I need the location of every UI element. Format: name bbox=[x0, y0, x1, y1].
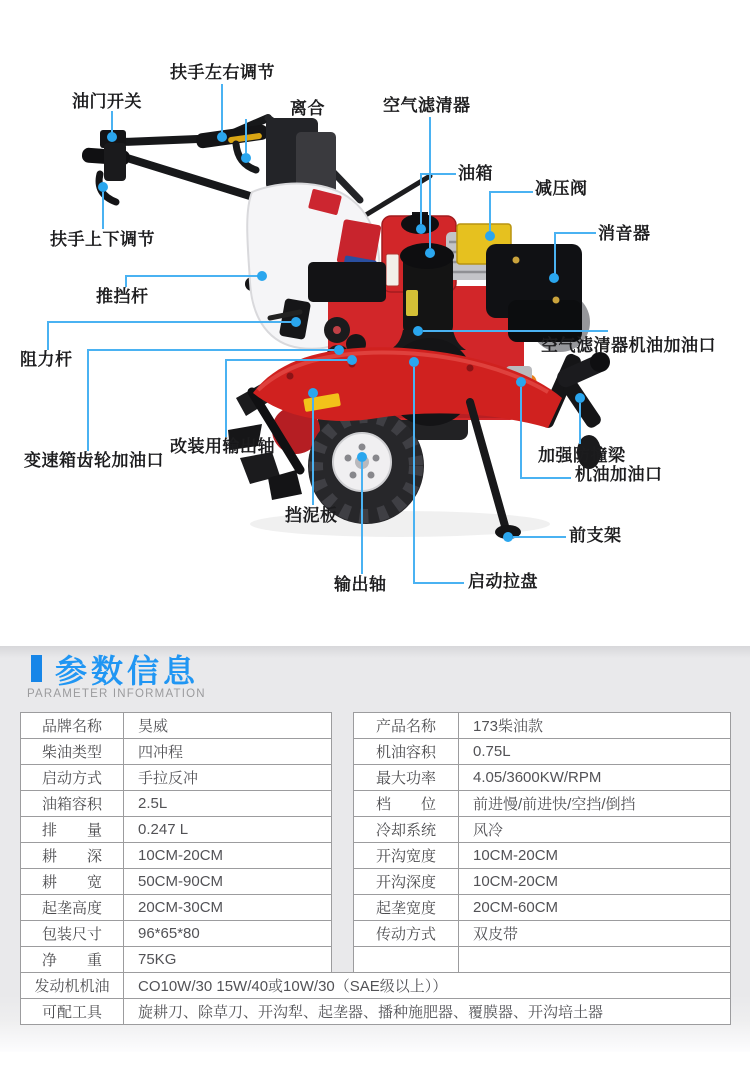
callout-label-air-filter: 空气滤清器 bbox=[383, 96, 471, 115]
spec-label: 耕 宽 bbox=[21, 869, 124, 895]
spec-value: 旋耕刀、除草刀、开沟犁、起垄器、播种施肥器、覆膜器、开沟培土器 bbox=[124, 999, 731, 1025]
spec-value: 75KG bbox=[124, 947, 332, 973]
spec-value: 手拉反冲 bbox=[124, 765, 332, 791]
spec-label: 档 位 bbox=[354, 791, 459, 817]
spec-value: 173柴油款 bbox=[459, 713, 731, 739]
spec-label: 净 重 bbox=[21, 947, 124, 973]
spec-label: 柴油类型 bbox=[21, 739, 124, 765]
callout-dot-handle-ud bbox=[98, 182, 108, 192]
table-row bbox=[21, 921, 332, 947]
spec-value: 0.75L bbox=[459, 739, 731, 765]
callout-dot-starter bbox=[409, 357, 419, 367]
spec-label: 可配工具 bbox=[21, 999, 124, 1025]
callout-label-push-rod: 推挡杆 bbox=[96, 287, 149, 306]
spec-value: 96*65*80 bbox=[124, 921, 332, 947]
callout-label-engine-oil: 机油加油口 bbox=[575, 465, 663, 484]
spec-label: 排 量 bbox=[21, 817, 124, 843]
spec-table-full bbox=[20, 972, 731, 1025]
spec-label: 品牌名称 bbox=[21, 713, 124, 739]
spec-label: 发动机机油 bbox=[21, 973, 124, 999]
callout-label-resist-rod: 阻力杆 bbox=[20, 350, 73, 369]
callout-dot-air-filter bbox=[425, 248, 435, 258]
spec-label: 传动方式 bbox=[354, 921, 459, 947]
callout-label-mod-output: 改装用输出轴 bbox=[170, 437, 275, 456]
callout-dot-push-rod bbox=[257, 271, 267, 281]
callout-dot-muffler bbox=[549, 273, 559, 283]
spec-value: 四冲程 bbox=[124, 739, 332, 765]
spec-label: 机油容积 bbox=[354, 739, 459, 765]
table-row bbox=[21, 843, 332, 869]
spec-label: 最大功率 bbox=[354, 765, 459, 791]
callout-dot-fender bbox=[308, 388, 318, 398]
callout-dot-output-shaft bbox=[357, 452, 367, 462]
accent-bar bbox=[31, 655, 42, 682]
table-row bbox=[21, 895, 332, 921]
spec-label bbox=[354, 947, 459, 973]
table-row bbox=[354, 739, 731, 765]
callout-label-handle-ud: 扶手上下调节 bbox=[50, 230, 155, 249]
callout-dot-front-bracket bbox=[503, 532, 513, 542]
params-subtitle: PARAMETER INFORMATION bbox=[27, 688, 206, 700]
callout-label-fuel-tank: 油箱 bbox=[458, 164, 493, 183]
table-row bbox=[354, 817, 731, 843]
spec-value: 50CM-90CM bbox=[124, 869, 332, 895]
callout-dot-airfilter-oil bbox=[413, 326, 423, 336]
spec-value: 10CM-20CM bbox=[459, 843, 731, 869]
table-row bbox=[354, 713, 731, 739]
callout-label-anti-collision: 加强防撞梁 bbox=[538, 446, 626, 465]
table-row bbox=[21, 713, 332, 739]
callout-label-fender: 挡泥板 bbox=[285, 506, 338, 525]
spec-label: 耕 深 bbox=[21, 843, 124, 869]
params-title: 参数信息 bbox=[55, 653, 200, 689]
table-row bbox=[21, 869, 332, 895]
spec-value: 10CM-20CM bbox=[459, 869, 731, 895]
callout-label-clutch: 离合 bbox=[290, 99, 325, 118]
spec-label: 包装尺寸 bbox=[21, 921, 124, 947]
spec-value: 10CM-20CM bbox=[124, 843, 332, 869]
callout-label-relief-valve: 减压阀 bbox=[535, 179, 588, 198]
table-row bbox=[21, 947, 332, 973]
table-row bbox=[21, 999, 731, 1025]
spec-value: CO10W/30 15W/40或10W/30（SAE级以上）） bbox=[124, 973, 731, 999]
callout-dot-clutch bbox=[241, 153, 251, 163]
callout-dot-anti-collision bbox=[575, 393, 585, 403]
callout-label-starter: 启动拉盘 bbox=[468, 572, 538, 591]
spec-label: 起垄宽度 bbox=[354, 895, 459, 921]
callout-label-throttle: 油门开关 bbox=[72, 92, 142, 111]
spec-value bbox=[459, 947, 731, 973]
callout-label-gearbox-oil: 变速箱齿轮加油口 bbox=[24, 451, 164, 470]
callout-dot-gearbox-oil bbox=[334, 345, 344, 355]
callout-label-airfilter-oil: 空气滤清器机油加油口 bbox=[541, 336, 716, 355]
spec-label: 油箱容积 bbox=[21, 791, 124, 817]
spec-value: 20CM-60CM bbox=[459, 895, 731, 921]
table-row bbox=[354, 843, 731, 869]
table-row bbox=[354, 921, 731, 947]
table-row bbox=[21, 973, 731, 999]
callout-label-front-bracket: 前支架 bbox=[569, 526, 622, 545]
spec-label: 开沟深度 bbox=[354, 869, 459, 895]
spec-label: 产品名称 bbox=[354, 713, 459, 739]
callout-dot-throttle bbox=[107, 132, 117, 142]
spec-table-left bbox=[20, 712, 332, 973]
callout-label-handle-lr: 扶手左右调节 bbox=[170, 63, 275, 82]
spec-label: 启动方式 bbox=[21, 765, 124, 791]
callout-line-push-rod bbox=[126, 276, 258, 287]
table-row bbox=[354, 791, 731, 817]
callout-dot-engine-oil bbox=[516, 377, 526, 387]
callout-dot-relief-valve bbox=[485, 231, 495, 241]
spec-value: 4.05/3600KW/RPM bbox=[459, 765, 731, 791]
spec-label: 冷却系统 bbox=[354, 817, 459, 843]
spec-value: 昊威 bbox=[124, 713, 332, 739]
table-row bbox=[21, 739, 332, 765]
spec-value: 2.5L bbox=[124, 791, 332, 817]
spec-value: 0.247 L bbox=[124, 817, 332, 843]
table-row bbox=[354, 765, 731, 791]
table-row bbox=[354, 869, 731, 895]
callout-line-resist-rod bbox=[48, 322, 292, 350]
table-row bbox=[21, 791, 332, 817]
params-header bbox=[0, 648, 750, 712]
table-row bbox=[21, 765, 332, 791]
spec-table-right bbox=[353, 712, 731, 973]
callout-dot-handle-lr bbox=[217, 132, 227, 142]
callout-label-muffler: 消音器 bbox=[598, 224, 651, 243]
spec-value: 风冷 bbox=[459, 817, 731, 843]
table-row bbox=[354, 947, 731, 973]
callout-dot-mod-output bbox=[347, 355, 357, 365]
spec-value: 20CM-30CM bbox=[124, 895, 332, 921]
callout-label-output-shaft: 输出轴 bbox=[334, 575, 387, 594]
table-row bbox=[354, 895, 731, 921]
spec-value: 双皮带 bbox=[459, 921, 731, 947]
table-row bbox=[21, 817, 332, 843]
callout-dot-fuel-tank bbox=[416, 224, 426, 234]
spec-value: 前进慢/前进快/空挡/倒挡 bbox=[459, 791, 731, 817]
spec-label: 起垄高度 bbox=[21, 895, 124, 921]
callout-dot-resist-rod bbox=[291, 317, 301, 327]
spec-label: 开沟宽度 bbox=[354, 843, 459, 869]
